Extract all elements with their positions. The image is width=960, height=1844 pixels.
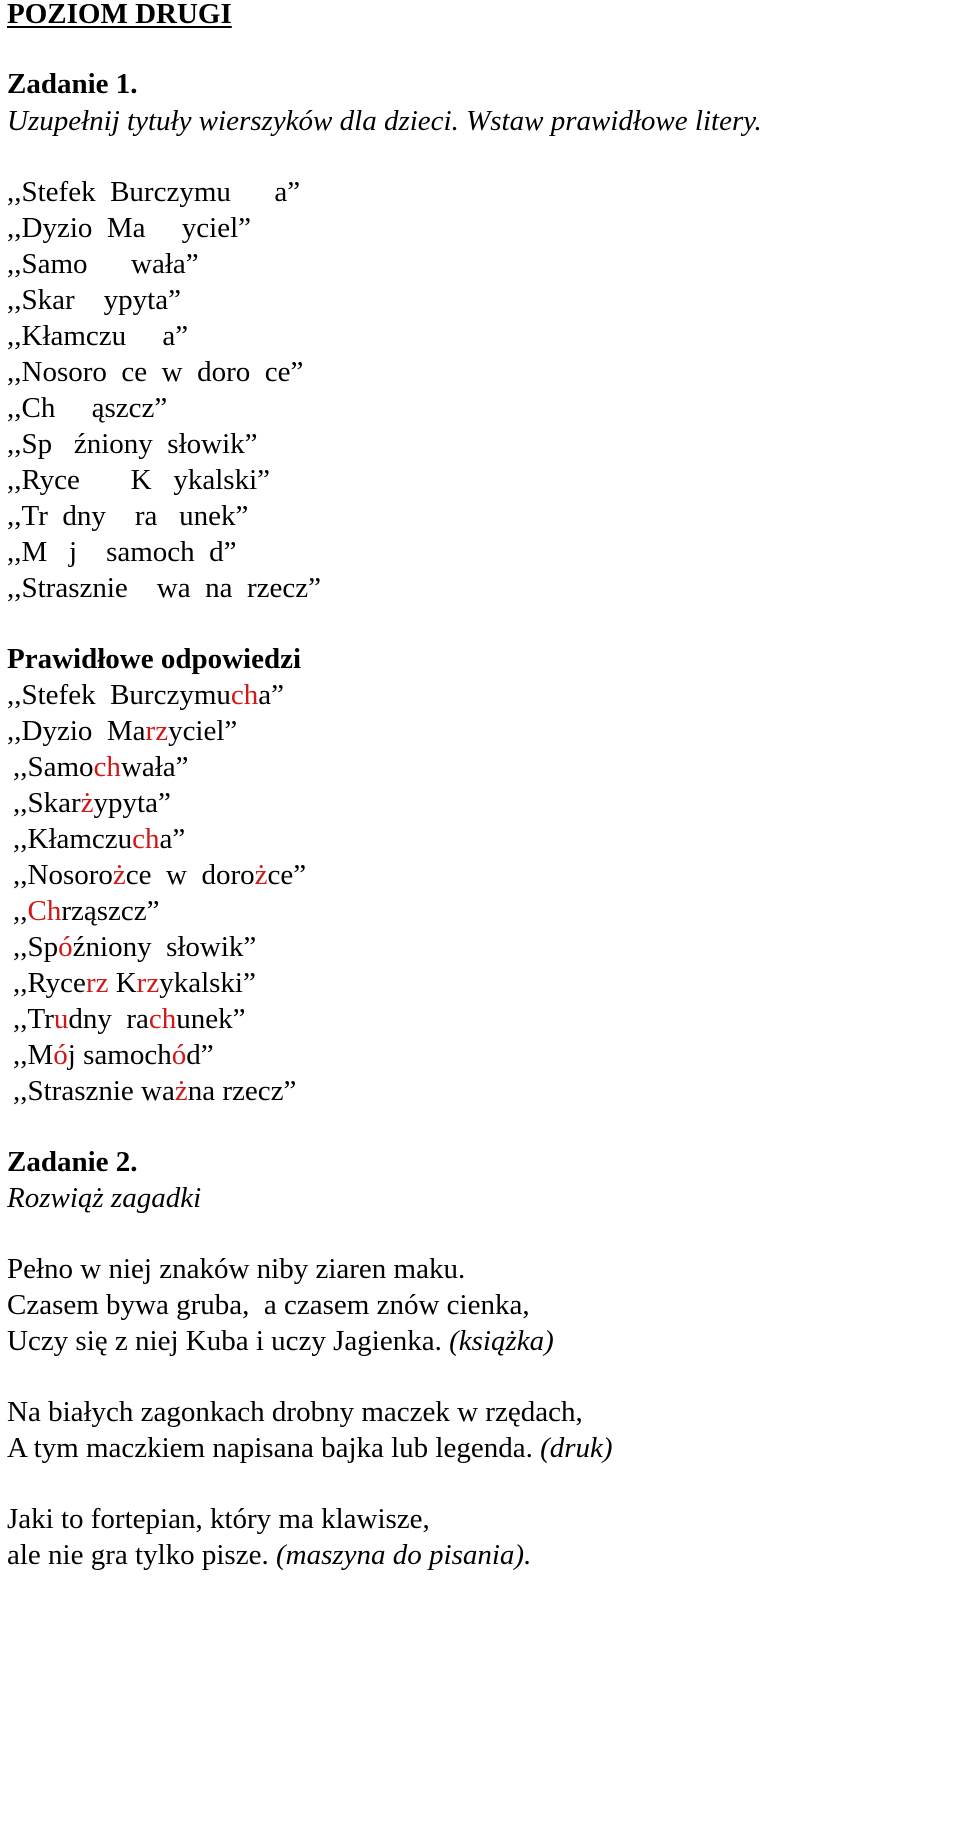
riddle-line: Jaki to fortepian, który ma klawisze, [7,1503,430,1535]
gap-title: ,,Kłamczu a” [7,320,189,352]
answer-title: ,,Strasznie ważna rzecz” [13,1075,297,1107]
riddle-answer: (druk) [540,1432,613,1464]
gap-title: ,,Strasznie wa na rzecz” [7,572,322,604]
gap-title: ,,Ch ąszcz” [7,392,168,424]
page-title: POZIOM DRUGI [7,0,232,30]
answer-title: ,,Dyzio Marzyciel” [7,715,238,747]
gap-title: ,,Skar ypyta” [7,284,181,316]
task1-instruction: Uzupełnij tytuły wierszyków dla dzieci. Wstaw prawidłowe litery. [7,105,762,137]
gap-title: ,,Sp źniony słowik” [7,428,258,460]
task2-heading: Zadanie 2. [7,1146,138,1178]
gap-title: ,,Samo wała” [7,248,199,280]
answer-title: ,,Trudny rachunek” [13,1003,246,1035]
answer-title: ,,Skarżypyta” [13,787,171,819]
gap-title: ,,Tr dny ra unek” [7,500,249,532]
gap-title: ,,Dyzio Ma yciel” [7,212,252,244]
riddle-line: Czasem bywa gruba, a czasem znów cienka, [7,1289,530,1321]
task1-heading: Zadanie 1. [7,68,138,100]
answer-title: ,,Kłamczucha” [13,823,186,855]
riddle-answer: (książka) [449,1325,554,1357]
answer-title: ,,Spóźniony słowik” [13,931,257,963]
gap-title: ,,Stefek Burczymu a” [7,176,301,208]
answer-title: ,,Samochwała” [13,751,189,783]
gap-title: ,,Nosoro ce w doro ce” [7,356,304,388]
task2-instruction: Rozwiąż zagadki [7,1182,202,1214]
gap-title: ,,Ryce K ykalski” [7,464,271,496]
gap-title: ,,M j samoch d” [7,536,237,568]
riddle-line: A tym maczkiem napisana bajka lub legenda. (druk) [7,1432,613,1464]
answer-title: ,,Chrząszcz” [13,895,160,927]
answer-title: ,,Nosorożce w dorożce” [13,859,307,891]
answer-title: ,,Stefek Burczymucha” [7,679,285,711]
answer-title: ,,Mój samochód” [13,1039,214,1071]
riddle-line: Pełno w niej znaków niby ziaren maku. [7,1253,466,1285]
riddle-line: ale nie gra tylko pisze. (maszyna do pisania). [7,1539,532,1571]
answers-heading: Prawidłowe odpowiedzi [7,643,302,675]
riddle-answer: (maszyna do pisania). [275,1539,532,1571]
riddle-line: Na białych zagonkach drobny maczek w rzędach, [7,1396,583,1428]
riddle-line: Uczy się z niej Kuba i uczy Jagienka. (książka) [7,1325,554,1357]
answer-title: ,,Rycerz Krzykalski” [13,967,256,999]
